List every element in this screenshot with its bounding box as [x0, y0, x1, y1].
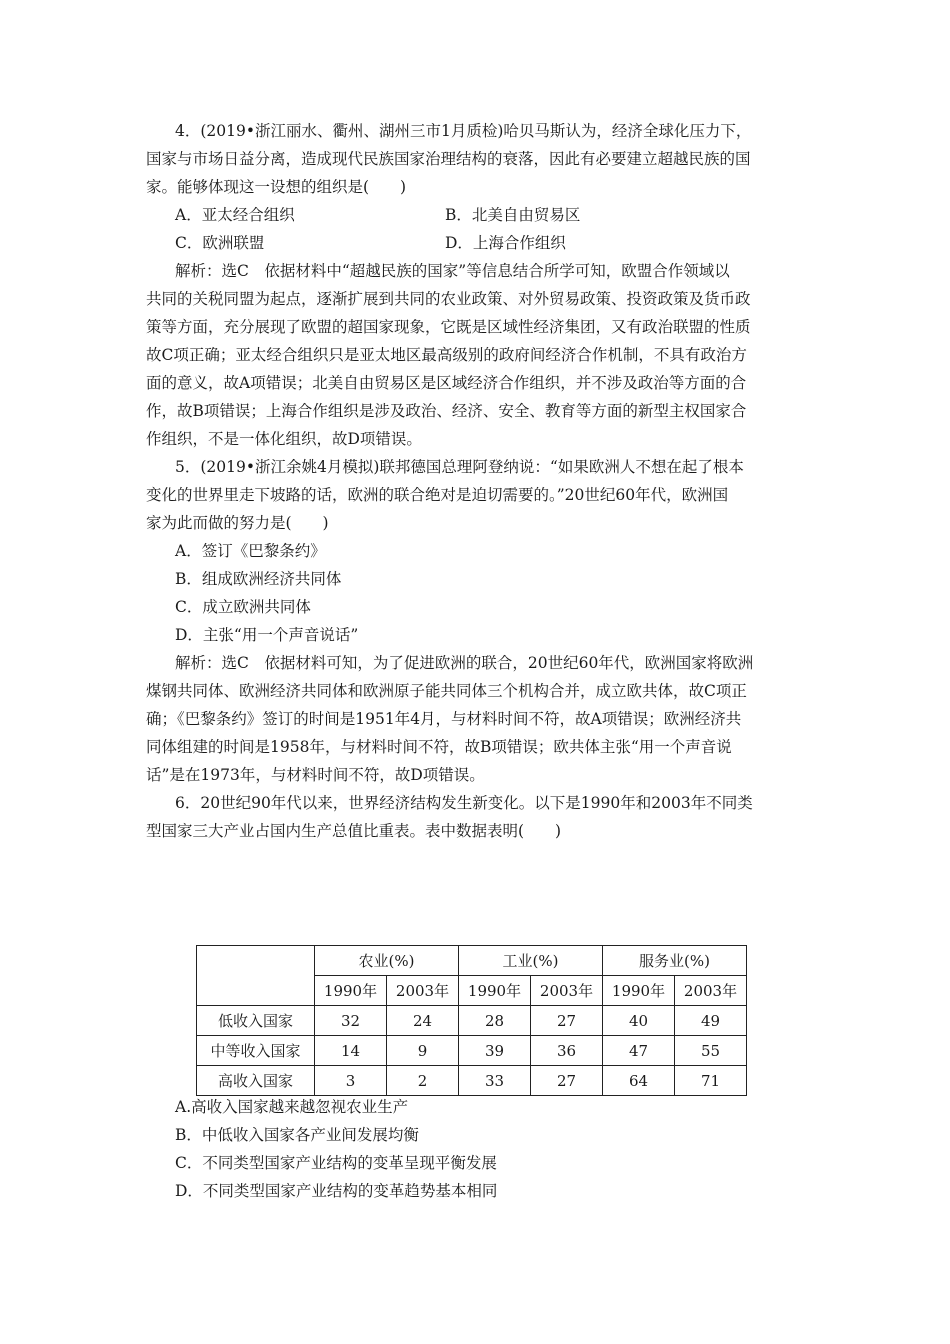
table-year-header: 1990年 — [459, 976, 531, 1006]
table-cell: 32 — [315, 1006, 387, 1036]
table-cell: 2 — [387, 1066, 459, 1096]
q4-stem-line-3: 家。能够体现这一设想的组织是( ) — [146, 178, 407, 196]
q4-option-c: C．欧洲联盟 — [175, 234, 265, 252]
q4-analysis-line-3: 策等方面，充分展现了欧盟的超国家现象，它既是区域性经济集团，又有政治联盟的性质 — [146, 318, 751, 336]
table-cell: 39 — [459, 1036, 531, 1066]
q5-stem-line-1: 5．(2019•浙江余姚4月模拟)联邦德国总理阿登纳说：“如果欧洲人不想在起了根本 — [175, 458, 744, 476]
table-cell: 28 — [459, 1006, 531, 1036]
table-year-header: 2003年 — [531, 976, 603, 1006]
table-row — [197, 1006, 747, 1036]
table-header-row — [197, 946, 747, 976]
q4-option-a: A．亚太经合组织 — [175, 206, 295, 224]
table-corner-cell — [197, 946, 315, 1006]
table-cell: 24 — [387, 1006, 459, 1036]
q5-option-b: B．组成欧洲经济共同体 — [175, 570, 342, 588]
q5-analysis-line-4: 同体组建的时间是1958年，与材料时间不符，故B项错误；欧共体主张“用一个声音说 — [146, 738, 732, 756]
table-row — [197, 1066, 747, 1096]
q5-option-c: C．成立欧洲共同体 — [175, 598, 311, 616]
table-cell: 33 — [459, 1066, 531, 1096]
table-cell: 49 — [675, 1006, 747, 1036]
table-group-header: 农业(%) — [315, 946, 459, 976]
q5-analysis-line-5: 话”是在1973年，与材料时间不符，故D项错误。 — [146, 766, 485, 784]
q5-analysis-line-1: 解析：选C 依据材料可知，为了促进欧洲的联合，20世纪60年代，欧洲国家将欧洲 — [175, 654, 754, 672]
q6-option-a: A.高收入国家越来越忽视农业生产 — [175, 1098, 409, 1116]
q4-stem-line-1: 4．(2019•浙江丽水、衢州、湖州三市1月质检)哈贝马斯认为，经济全球化压力下， — [175, 122, 752, 140]
q4-analysis-line-4: 故C项正确；亚太经合组织只是亚太地区最高级别的政府间经济合作机制，不具有政治方 — [146, 346, 747, 364]
q5-option-d: D．主张“用一个声音说话” — [175, 626, 359, 644]
q4-option-b: B．北美自由贸易区 — [445, 206, 581, 224]
table-row-label: 中等收入国家 — [197, 1036, 315, 1066]
table-year-header: 1990年 — [603, 976, 675, 1006]
q5-stem-line-2: 变化的世界里走下坡路的话，欧洲的联合绝对是迫切需要的。”20世纪60年代，欧洲国 — [146, 486, 729, 504]
q6-stem-line-2: 型国家三大产业占国内生产总值比重表。表中数据表明( ) — [146, 822, 562, 840]
table-year-header: 2003年 — [675, 976, 747, 1006]
q6-stem-line-1: 6．20世纪90年代以来，世界经济结构发生新变化。以下是1990年和2003年不同类 — [175, 794, 753, 812]
table-row-label: 低收入国家 — [197, 1006, 315, 1036]
q6-option-b: B．中低收入国家各产业间发展均衡 — [175, 1126, 419, 1144]
table-group-header: 工业(%) — [459, 946, 603, 976]
q6-option-d: D．不同类型国家产业结构的变革趋势基本相同 — [175, 1182, 498, 1200]
table-year-header: 2003年 — [387, 976, 459, 1006]
q4-analysis-line-5: 面的意义，故A项错误；北美自由贸易区是区域经济合作组织，并不涉及政治等方面的合 — [146, 374, 747, 392]
table-row-label: 高收入国家 — [197, 1066, 315, 1096]
q6-option-c: C．不同类型国家产业结构的变革呈现平衡发展 — [175, 1154, 497, 1172]
q4-analysis-line-2: 共同的关税同盟为起点，逐渐扩展到共同的农业政策、对外贸易政策、投资政策及货币政 — [146, 290, 751, 308]
q4-analysis-line-7: 作组织，不是一体化组织，故D项错误。 — [146, 430, 422, 448]
table-row — [197, 1036, 747, 1066]
table-cell: 3 — [315, 1066, 387, 1096]
q4-analysis-line-1: 解析：选C 依据材料中“超越民族的国家”等信息结合所学可知，欧盟合作领域以 — [175, 262, 730, 280]
table-cell: 47 — [603, 1036, 675, 1066]
q5-analysis-line-2: 煤钢共同体、欧洲经济共同体和欧洲原子能共同体三个机构合并，成立欧共体，故C项正 — [146, 682, 747, 700]
table-cell: 40 — [603, 1006, 675, 1036]
table-cell: 27 — [531, 1066, 603, 1096]
table-cell: 9 — [387, 1036, 459, 1066]
industry-share-table — [196, 945, 747, 1096]
table-cell: 14 — [315, 1036, 387, 1066]
q5-option-a: A．签订《巴黎条约》 — [175, 542, 326, 560]
table-cell: 27 — [531, 1006, 603, 1036]
q5-stem-line-3: 家为此而做的努力是( ) — [146, 514, 329, 532]
table-year-header: 1990年 — [315, 976, 387, 1006]
table-cell: 36 — [531, 1036, 603, 1066]
table-cell: 64 — [603, 1066, 675, 1096]
q4-stem-line-2: 国家与市场日益分离，造成现代民族国家治理结构的衰落，因此有必要建立超越民族的国 — [146, 150, 751, 168]
q4-analysis-line-6: 作，故B项错误；上海合作组织是涉及政治、经济、安全、教育等方面的新型主权国家合 — [146, 402, 747, 420]
q5-analysis-line-3: 确；《巴黎条约》签订的时间是1951年4月，与材料时间不符，故A项错误；欧洲经济共 — [146, 710, 742, 728]
q4-option-d: D．上海合作组织 — [445, 234, 566, 252]
table-cell: 55 — [675, 1036, 747, 1066]
table-cell: 71 — [675, 1066, 747, 1096]
table-group-header: 服务业(%) — [603, 946, 747, 976]
